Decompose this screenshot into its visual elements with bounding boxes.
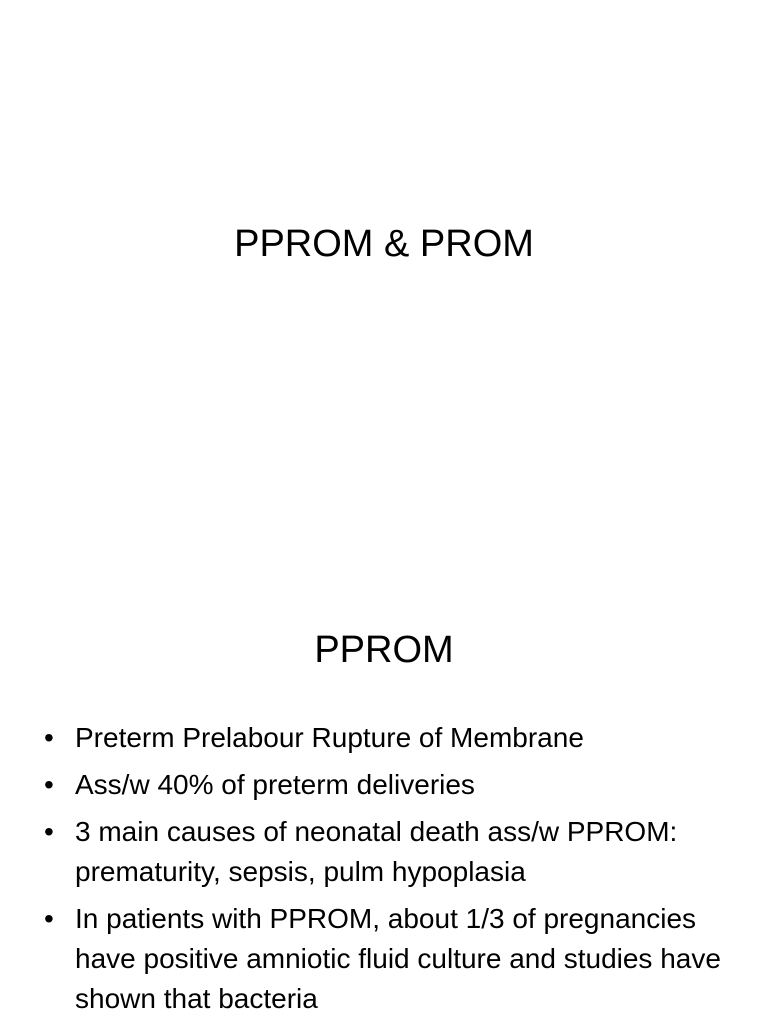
bullet-text: In patients with PPROM, about 1/3 of pregnancies have positive amniotic fluid culture and studies have shown that bacteria — [75, 903, 721, 1014]
bullet-text: Preterm Prelabour Rupture of Membrane — [75, 722, 584, 753]
bullet-item — [44, 812, 744, 892]
slide-heading: PPROM — [314, 629, 454, 671]
bullet-point-icon: • — [44, 769, 54, 800]
bullet-list — [44, 718, 744, 1024]
bullet-point-icon: • — [44, 903, 54, 934]
bullet-text: Ass/w 40% of preterm deliveries — [75, 769, 475, 800]
content-slide — [0, 576, 768, 1024]
bullet-text: 3 main causes of neonatal death ass/w PPROM: prematurity, sepsis, pulm hypoplasia — [75, 816, 678, 887]
bullet-point-icon: • — [44, 722, 54, 753]
bullet-item — [44, 718, 744, 758]
bullet-point-icon: • — [44, 816, 54, 847]
slide-title: PPROM & PROM — [234, 223, 534, 265]
bullet-item — [44, 765, 744, 805]
bullet-item — [44, 899, 744, 1019]
